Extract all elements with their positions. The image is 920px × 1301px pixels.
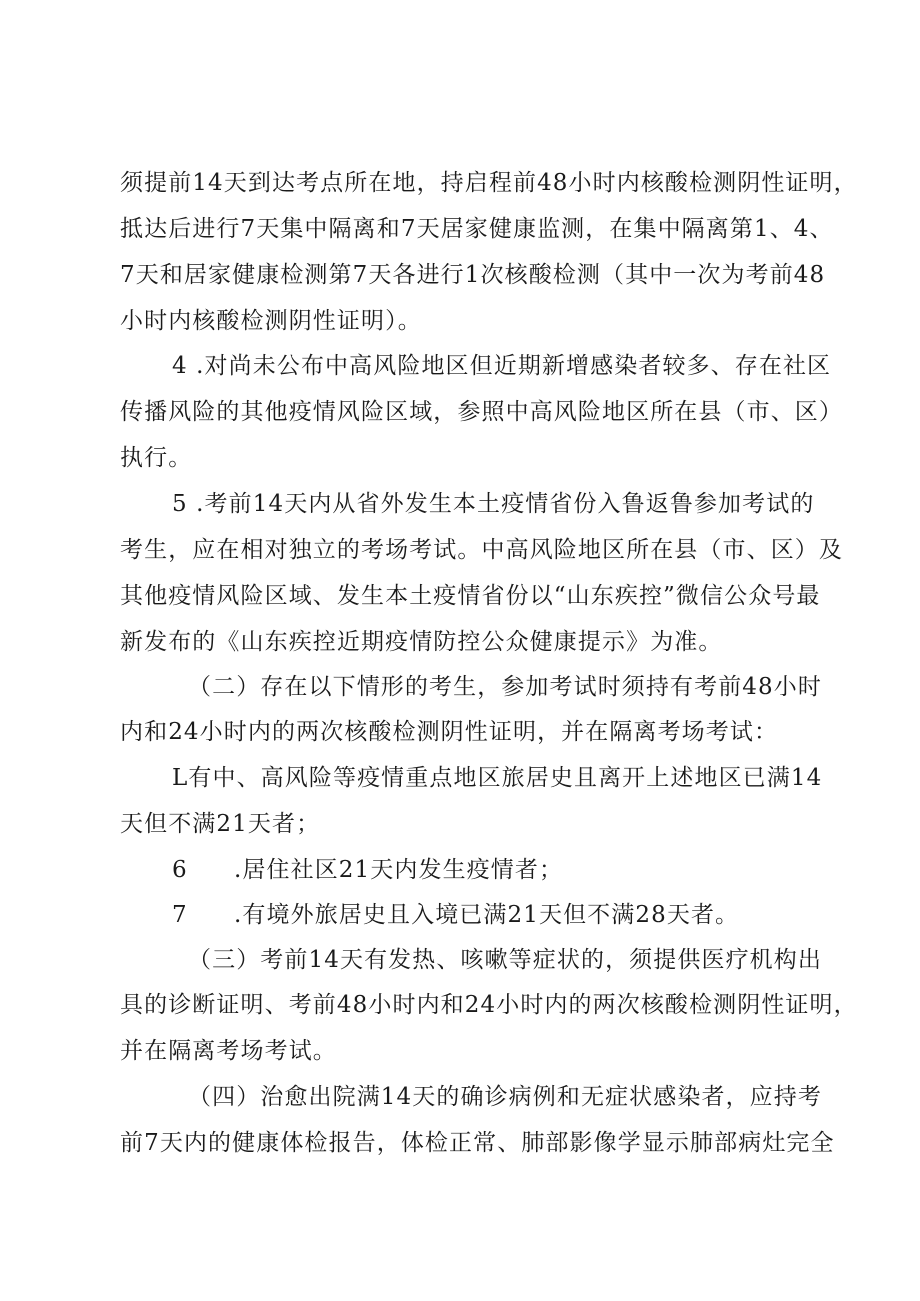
para2-line2: 传播风险的其他疫情风险区域，参照中高风险地区所在县（市、区）: [120, 399, 843, 425]
para1-line2: 抵达后进行7天集中隔离和7天居家健康监测，在集中隔离第1、4、: [120, 216, 834, 242]
list-item-6-text: .居住社区21天内发生疫情者；: [234, 857, 564, 883]
para7-line1: （四）治愈出院满14天的确诊病例和无症状感染者，应持考: [188, 1084, 822, 1110]
para1-line3: 7天和居家健康检测第7天各进行1次核酸检测（其中一次为考前48: [120, 262, 826, 288]
para5-line2: 天但不满21天者；: [120, 811, 321, 837]
para3-line4: 新发布的《山东疾控近期疫情防控公众健康提示》为准。: [120, 629, 723, 655]
para3-line3: 其他疫情风险区域、发生本土疫情省份以“山东疾控”微信公众号最: [120, 583, 821, 609]
list-item-7-text: .有境外旅居史且入境已满21天但不满28天者。: [234, 902, 740, 928]
para6-line2: 具的诊断证明、考前48小时内和24小时内的两次核酸检测阴性证明，: [120, 992, 858, 1018]
list-item-7: [0, 900, 920, 930]
para1-line1: 须提前14天到达考点所在地，持启程前48小时内核酸检测阴性证明，: [120, 170, 858, 196]
para5-line1: L有中、高风险等疫情重点地区旅居史且离开上述地区已满14: [172, 765, 823, 791]
para7-line2: 前7天内的健康体检报告，体检正常、肺部影像学显示肺部病灶完全: [120, 1130, 835, 1156]
para4-line2: 内和24小时内的两次核酸检测阴性证明，并在隔离考场考试：: [120, 719, 779, 745]
list-item-6: [0, 855, 920, 885]
para3-line2: 考生，应在相对独立的考场考试。中高风险地区所在县（市、区）及: [120, 537, 843, 563]
para2-line3: 执行。: [120, 445, 193, 471]
para2-line1: 4 .对尚未公布中高风险地区但近期新增感染者较多、存在社区: [172, 353, 832, 379]
para6-line1: （三）考前14天有发热、咳嗽等症状的，须提供医疗机构出: [188, 947, 822, 973]
list-item-6-number: 6: [172, 857, 188, 883]
para3-line1: 5 .考前14天内从省外发生本土疫情省份入鲁返鲁参加考试的: [172, 491, 815, 517]
list-item-7-number: 7: [172, 902, 188, 928]
para6-line3: 并在隔离考场考试。: [120, 1038, 337, 1064]
para1-line4: 小时内核酸检测阴性证明）。: [120, 308, 422, 334]
para4-line1: （二）存在以下情形的考生，参加考试时须持有考前48小时: [188, 674, 822, 700]
